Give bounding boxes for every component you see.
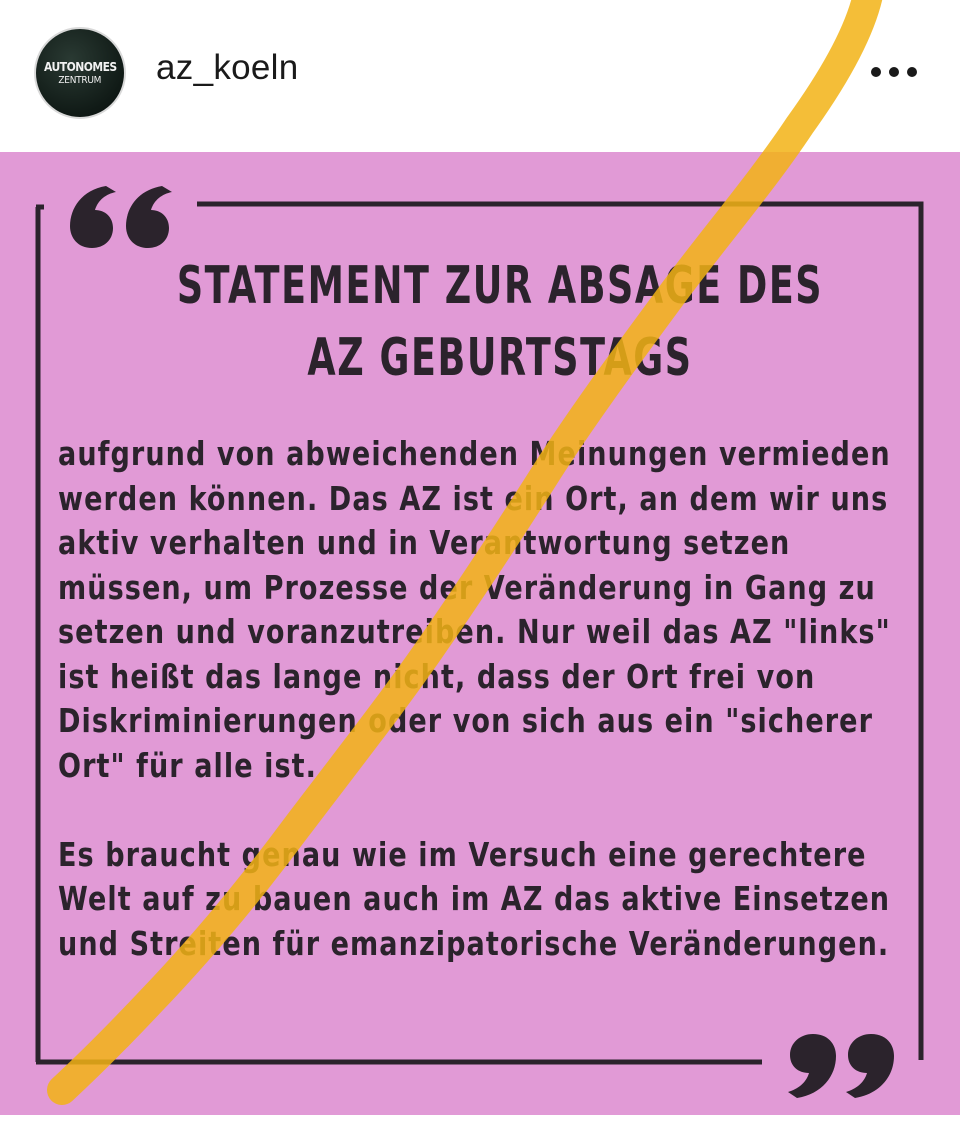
body-line: Welt auf zu bauen auch im AZ das aktive Einsetzen <box>58 879 891 918</box>
paragraph-gap <box>58 788 763 833</box>
body-line: werden können. Das AZ ist ein Ort, an dem wir uns <box>58 478 889 518</box>
username-link[interactable]: az_koeln <box>156 48 299 87</box>
avatar-logo-text-top: AUTONOMES <box>43 59 117 74</box>
more-options-button[interactable] <box>862 52 926 92</box>
post-headline <box>157 250 843 394</box>
body-line: müssen, um Prozesse der Veränderung in Gang zu <box>58 567 876 607</box>
close-quote-icon <box>788 1034 894 1098</box>
body-line: aufgrund von abweichenden Meinungen vermieden <box>58 434 891 473</box>
body-line: und Streiten für emanzipatorische Veränderungen. <box>58 923 890 963</box>
post-bottom-edge <box>0 1115 960 1130</box>
avatar[interactable] <box>34 27 126 119</box>
headline-line: STATEMENT ZUR ABSAGE DES <box>176 256 824 316</box>
body-line: Diskriminierungen oder von sich aus ein "sicherer <box>58 701 873 740</box>
avatar-logo-text-bottom: ZENTRUM <box>58 74 102 86</box>
body-line: aktiv verhalten und in Verantwortung setzen <box>58 523 791 562</box>
open-quote-icon <box>70 186 172 248</box>
headline-line: AZ GEBURTSTAGS <box>307 328 693 388</box>
body-line: Es braucht genau wie im Versuch eine gerechtere <box>58 834 867 874</box>
more-horizontal-icon <box>869 66 919 78</box>
body-line: ist heißt das lange nicht, dass der Ort frei von <box>58 656 816 696</box>
body-line: setzen und voranzutreiben. Nur weil das AZ "links" <box>58 612 891 651</box>
post-body-text <box>58 432 891 966</box>
post-header <box>0 0 960 152</box>
body-line: Ort" für alle ist. <box>58 745 317 785</box>
post-image[interactable] <box>0 152 960 1115</box>
